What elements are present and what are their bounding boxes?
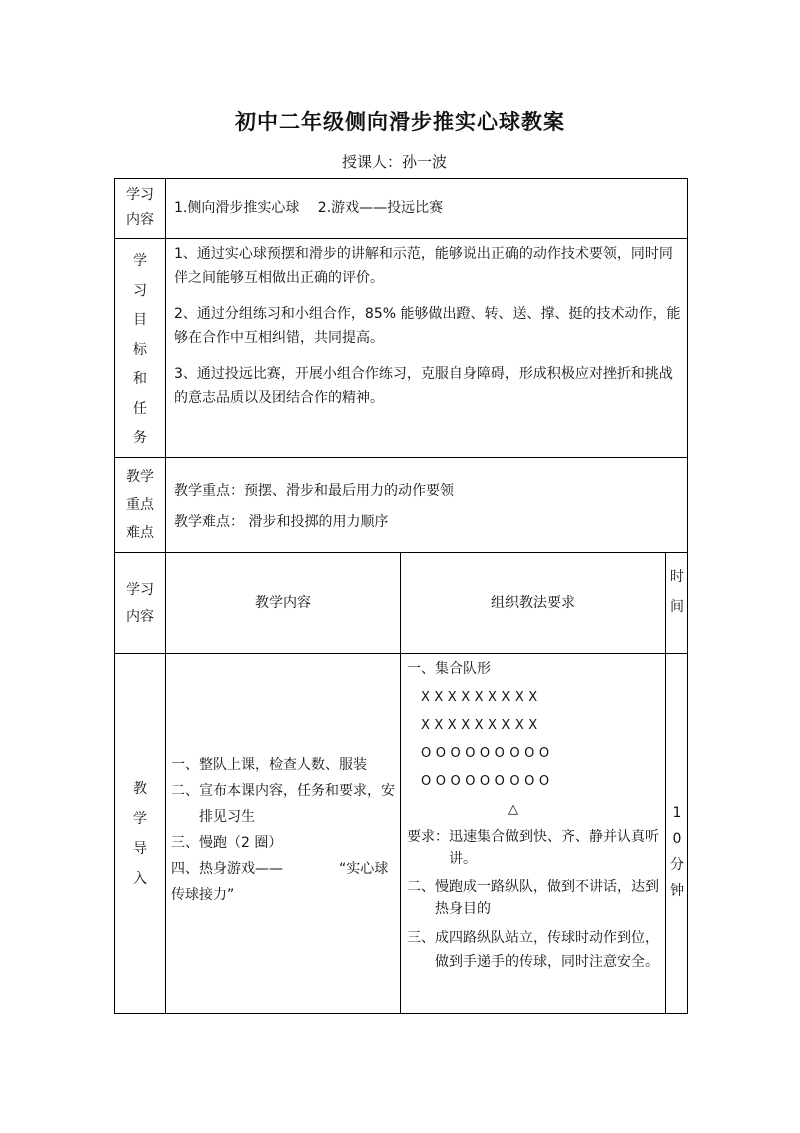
label-char: 学 (133, 811, 147, 827)
column-header-method: 组织教法要求 (491, 595, 575, 611)
content-item: 二、宣布本课内容，任务和要求，安排见习生 (171, 783, 395, 825)
label-char: 时 (670, 569, 684, 585)
column-header-time (666, 562, 688, 622)
formation-row: XXXXXXXXX (421, 690, 542, 705)
formation-row: OOOOOOOOO (421, 746, 554, 761)
label-char: 重点 (126, 497, 154, 513)
row-divider (114, 653, 688, 654)
instructor-line: 授课人：孙一波 (342, 153, 448, 171)
content-row-text: 1.侧向滑步推实心球 2.游戏——投远比赛 (174, 200, 444, 216)
label-char: 内容 (126, 609, 154, 625)
label-char: 任 (133, 400, 147, 417)
teacher-position-icon: △ (508, 802, 518, 817)
method-requirements (407, 826, 659, 974)
goal-item: 1、通过实心球预摆和滑步的讲解和示范，能够说出正确的动作技术要领，同时同伴之间能够互相做出正确的评价。 (174, 246, 673, 286)
label-char: 和 (133, 371, 147, 387)
intro-content-list (171, 752, 397, 908)
content-item: 三、慢跑（2 圈） (171, 835, 283, 851)
label-char: 务 (133, 430, 147, 446)
goals-row-label (115, 247, 165, 454)
formation-row: XXXXXXXXX (421, 718, 542, 733)
time-char: 0 (672, 831, 682, 847)
goal-item: 3、通过投远比赛，开展小组合作练习，克服自身障碍，形成积极应对挫折和挑战的意志品质以及团结合作的精神。 (174, 366, 673, 406)
row-divider (114, 552, 688, 553)
keypoints-row-label (115, 463, 165, 547)
label-char: 导 (133, 841, 147, 857)
intro-time (666, 800, 688, 904)
method-heading: 一、集合队形 (407, 661, 491, 677)
intro-row-label (115, 774, 165, 894)
label-char: 目 (133, 312, 147, 328)
label-char: 入 (133, 871, 147, 887)
header-row-label (115, 577, 165, 631)
document-title: 初中二年级侧向滑步推实心球教案 (235, 110, 565, 134)
label-char: 学 (133, 253, 147, 269)
label-char: 内容 (126, 212, 154, 228)
label-char: 学习 (126, 187, 154, 203)
teaching-focus: 教学重点：预摆、滑步和最后用力的动作要领 (174, 483, 454, 499)
row-divider (114, 238, 688, 239)
content-item: 一、整队上课，检查人数、服装 (171, 757, 367, 773)
method-item: 三、成四路纵队站立，传球时动作到位，做到手递手的传球，同时注意安全。 (407, 930, 659, 970)
column-divider (400, 552, 401, 1014)
time-char: 分 (670, 857, 684, 873)
content-item: 四、热身游戏—— “实心球传球接力” (171, 861, 389, 903)
label-char: 标 (133, 341, 147, 358)
method-item: 要求：迅速集合做到快、齐、静并认真听讲。 (407, 829, 659, 867)
label-char: 学习 (126, 582, 154, 598)
label-char: 难点 (126, 525, 154, 541)
label-char: 教学 (126, 469, 154, 485)
label-char: 习 (133, 282, 147, 299)
time-char: 钟 (670, 883, 684, 899)
method-item: 二、慢跑成一路纵队，做到不讲话，达到热身目的 (407, 879, 659, 917)
column-header-content: 教学内容 (255, 595, 311, 611)
content-row-label (115, 183, 165, 233)
teaching-difficulty: 教学难点： 滑步和投掷的用力顺序 (174, 514, 389, 530)
label-char: 教 (133, 781, 147, 797)
label-char: 间 (670, 599, 684, 615)
goal-item: 2、通过分组练习和小组合作，85% 能够做出蹬、转、送、撑、挺的技术动作，能够在合作中互相纠错，共同提高。 (174, 306, 681, 346)
goals-list (174, 242, 682, 410)
time-char: 1 (672, 805, 682, 821)
intro-method (407, 656, 659, 974)
formation-diagram (407, 684, 659, 824)
row-divider (114, 457, 688, 458)
formation-row: OOOOOOOOO (421, 774, 554, 789)
